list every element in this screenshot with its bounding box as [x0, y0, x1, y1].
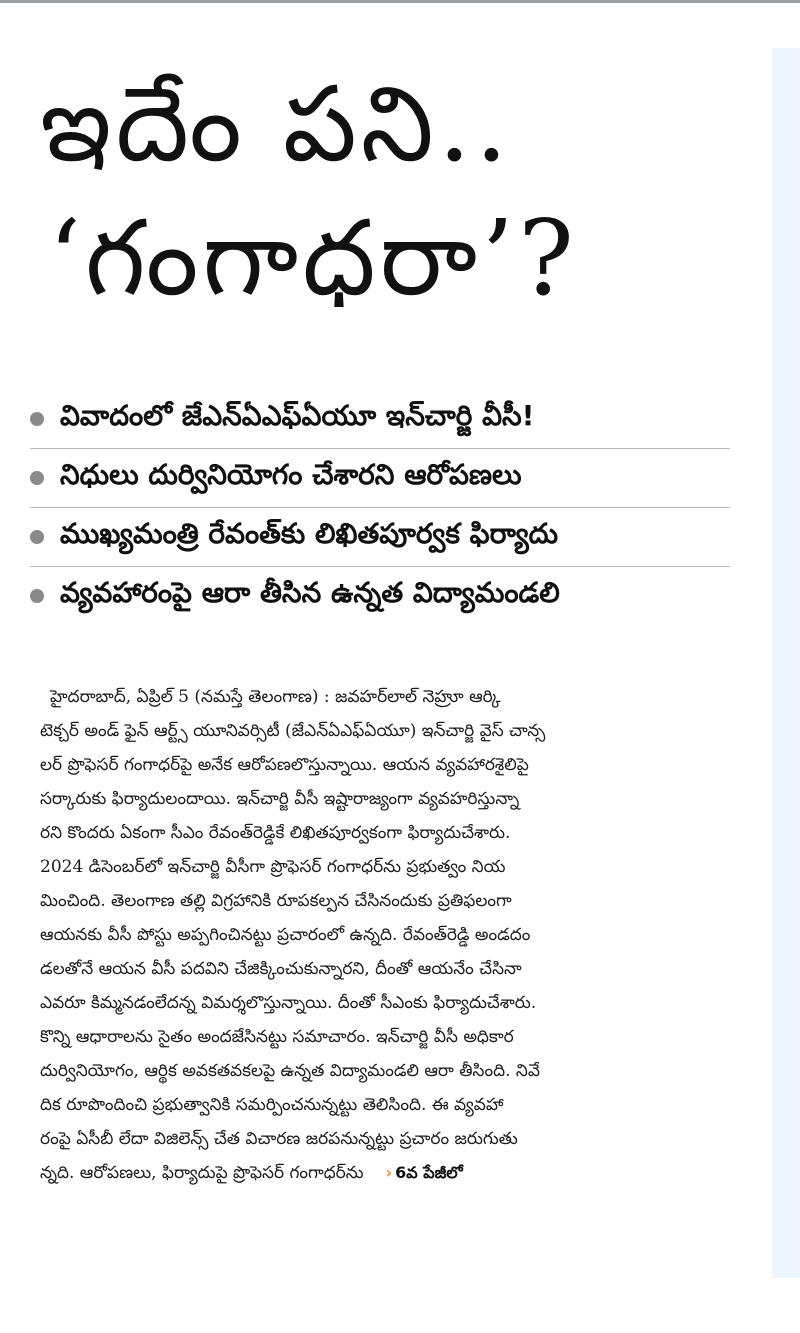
- article-line: సర్కారుకు ఫిర్యాదులందాయి. ఇన్‌చార్జి వీసీ ఇష్టారాజ్యంగా వ్యవహరిస్తున్నా: [40, 789, 520, 809]
- headline-line-1: ఇదేం పని..: [40, 63, 512, 185]
- article-line: హైదరాబాద్, ఏప్రిల్ 5 (నమస్తే తెలంగాణ) : జవహర్‌లాల్ నెహ్రూ ఆర్కి: [50, 687, 501, 707]
- subheadline-text: వ్యవహారంపై ఆరా తీసిన ఉన్నత విద్యామండలి: [60, 576, 560, 609]
- article-line: ఆయనకు వీసీ పోస్టు అప్పగించినట్టు ప్రచారంలో ఉన్నది. రేవంత్‌రెడ్డి అండదం: [40, 925, 531, 945]
- subheadline-text: నిధులు దుర్వినియోగం చేశారని ఆరోపణలు: [60, 458, 522, 491]
- bullet-dot-icon: [30, 589, 44, 603]
- subheadline-item: [30, 390, 730, 449]
- subheadline-item: [30, 508, 730, 567]
- article-line: కొన్ని ఆధారాలను సైతం అందజేసినట్టు సమాచారం. ఇన్‌చార్జి వీసీ అధికార: [40, 1027, 514, 1047]
- subheadline-text: ముఖ్యమంత్రి రేవంత్‌కు లిఖితపూర్వక ఫిర్యాదు: [60, 517, 559, 550]
- continued-label: 6వ పేజీలో: [395, 1163, 463, 1182]
- side-strip: [772, 48, 800, 1278]
- headline-line-2: ‘గంగాధరా’?: [48, 197, 578, 319]
- bullet-dot-icon: [30, 412, 44, 426]
- article-line: డలతోనే ఆయన వీసీ పదవిని చేజిక్కించుకున్నారని, దీంతో ఆయనేం చేసినా: [40, 959, 522, 979]
- bullet-dot-icon: [30, 471, 44, 485]
- article-body: [40, 680, 720, 1190]
- article-line: ఎవరూ కిమ్మనడంలేదన్న విమర్శలొస్తున్నాయి. దీంతో సీఎంకు ఫిర్యాదుచేశారు.: [40, 993, 537, 1013]
- subheadline-item: [30, 449, 730, 508]
- article-last-line: [40, 1156, 720, 1190]
- continued-on-page-link[interactable]: [386, 1163, 463, 1182]
- subheadline-item: [30, 567, 730, 625]
- article-line-text: న్నది. ఆరోపణలు, ఫిర్యాదుపై ప్రొఫెసర్ గంగాధర్‌ను: [40, 1163, 364, 1183]
- chevron-right-icon: ›: [385, 1163, 393, 1182]
- article-line: లర్ ప్రొఫెసర్ గంగాధర్‌పై అనేక ఆరోపణలొస్తున్నాయి. ఆయన వ్యవహారశైలిపై: [40, 755, 529, 775]
- subheadline-text: వివాదంలో జేఎన్‌ఏఎఫ్‌ఏయూ ఇన్‌చార్జి వీసీ!: [60, 399, 535, 432]
- article-line: మించింది. తెలంగాణ తల్లి విగ్రహానికి రూపకల్పన చేసినందుకు ప్రతిఫలంగా: [40, 891, 512, 911]
- subheadline-list: [30, 390, 730, 625]
- bullet-dot-icon: [30, 530, 44, 544]
- article-line: రంపై ఏసీబీ లేదా విజిలెన్స్ చేత విచారణ జరపనున్నట్టు ప్రచారం జరుగుతు: [40, 1129, 518, 1149]
- top-rule: [0, 0, 800, 3]
- article-line: దిక రూపొందించి ప్రభుత్వానికి సమర్పించనున్నట్టు తెలిసింది. ఈ వ్యవహా: [40, 1095, 504, 1115]
- article-line: దుర్వినియోగం, ఆర్థిక అవకతవకలపై ఉన్నత విద్యామండలి ఆరా తీసింది. నివే: [40, 1061, 540, 1081]
- article-line: రని కొందరు ఏకంగా సీఎం రేవంత్‌రెడ్డికే లిఖితపూర్వకంగా ఫిర్యాదుచేశారు.: [40, 823, 511, 843]
- article-line: టెక్చర్ అండ్ ఫైన్ ఆర్ట్స్ యూనివర్సిటీ (జేఎన్‌ఏఎఫ్‌ఏయూ) ఇన్‌చార్జి వైస్ చాన్స: [40, 721, 546, 741]
- headline: [40, 60, 760, 328]
- article-line: 2024 డిసెంబర్‌లో ఇన్‌చార్జి వీసీగా ప్రొఫెసర్ గంగాధర్‌ను ప్రభుత్వం నియ: [40, 857, 506, 877]
